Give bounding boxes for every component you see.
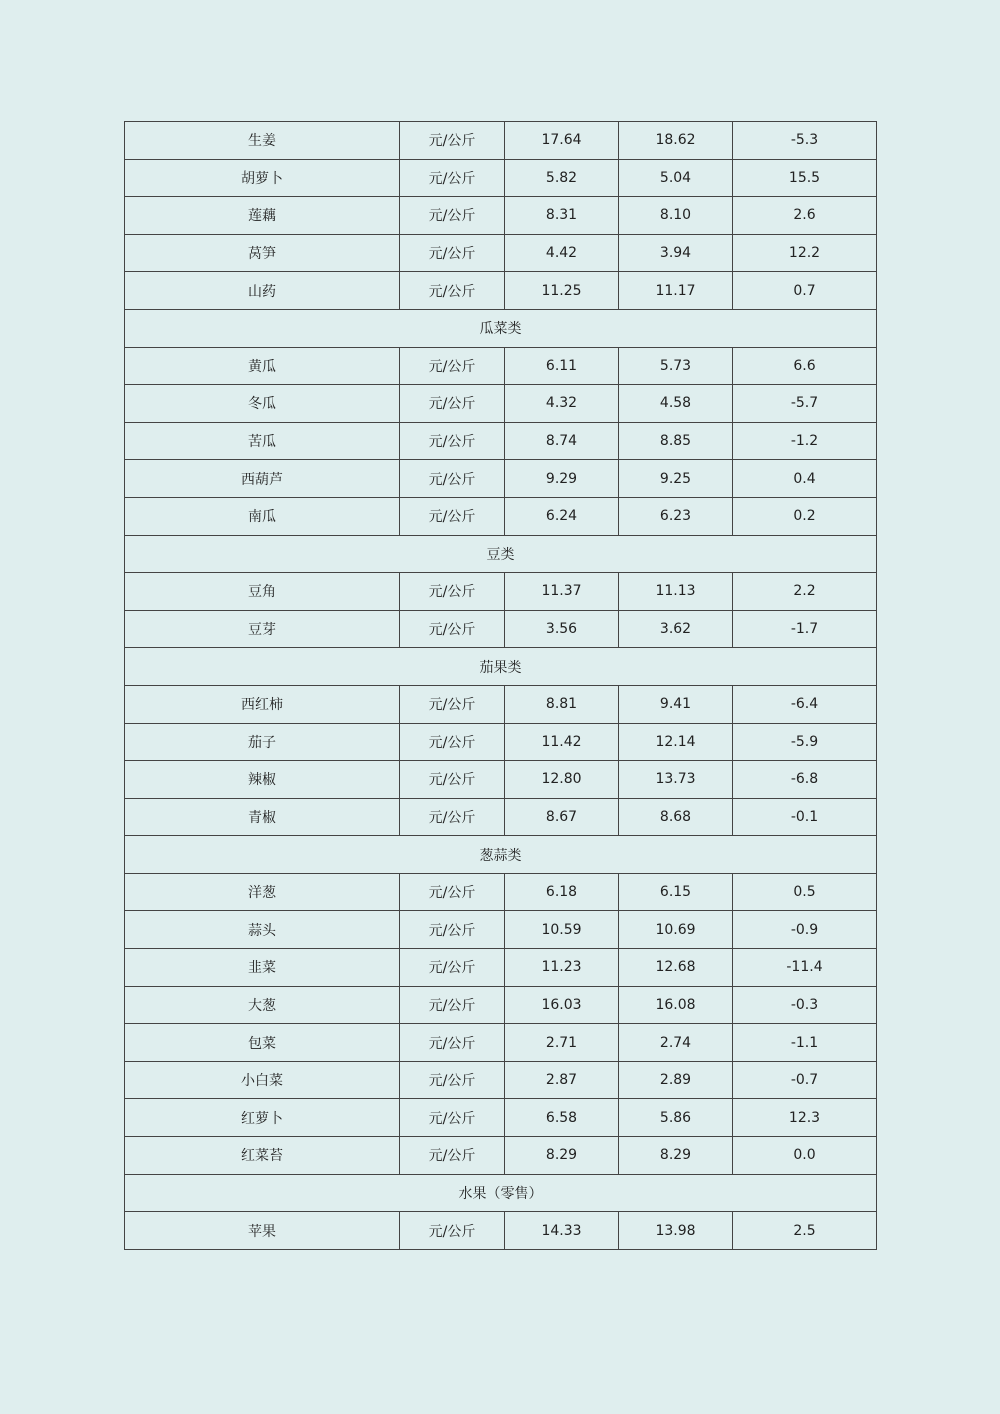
current-price-cell: 6.18 — [505, 873, 619, 911]
current-price-cell: 17.64 — [505, 122, 619, 160]
previous-price-cell: 3.94 — [619, 234, 733, 272]
previous-price-cell: 10.69 — [619, 911, 733, 949]
table-row — [125, 573, 877, 611]
current-price-cell: 14.33 — [505, 1212, 619, 1250]
current-price-cell: 10.59 — [505, 911, 619, 949]
change-percent-cell: -0.7 — [733, 1061, 877, 1099]
previous-price-cell: 12.68 — [619, 949, 733, 987]
price-table-body — [125, 122, 877, 1250]
previous-price-cell: 9.41 — [619, 685, 733, 723]
category-label: 豆类 — [125, 535, 877, 573]
item-name-cell: 辣椒 — [125, 761, 400, 799]
unit-cell: 元/公斤 — [400, 723, 505, 761]
table-row — [125, 347, 877, 385]
change-percent-cell: 12.3 — [733, 1099, 877, 1137]
item-name-cell: 茄子 — [125, 723, 400, 761]
previous-price-cell: 4.58 — [619, 385, 733, 423]
current-price-cell: 5.82 — [505, 159, 619, 197]
table-row — [125, 159, 877, 197]
previous-price-cell: 2.74 — [619, 1024, 733, 1062]
table-row — [125, 197, 877, 235]
table-row — [125, 234, 877, 272]
previous-price-cell: 16.08 — [619, 986, 733, 1024]
change-percent-cell: -1.1 — [733, 1024, 877, 1062]
current-price-cell: 4.42 — [505, 234, 619, 272]
change-percent-cell: 2.6 — [733, 197, 877, 235]
item-name-cell: 生姜 — [125, 122, 400, 160]
previous-price-cell: 5.86 — [619, 1099, 733, 1137]
item-name-cell: 红萝卜 — [125, 1099, 400, 1137]
category-row — [125, 836, 877, 874]
current-price-cell: 2.71 — [505, 1024, 619, 1062]
current-price-cell: 11.42 — [505, 723, 619, 761]
unit-cell: 元/公斤 — [400, 873, 505, 911]
current-price-cell: 6.11 — [505, 347, 619, 385]
category-label: 瓜菜类 — [125, 309, 877, 347]
unit-cell: 元/公斤 — [400, 122, 505, 160]
table-row — [125, 873, 877, 911]
item-name-cell: 冬瓜 — [125, 385, 400, 423]
unit-cell: 元/公斤 — [400, 1099, 505, 1137]
item-name-cell: 西葫芦 — [125, 460, 400, 498]
unit-cell: 元/公斤 — [400, 986, 505, 1024]
current-price-cell: 3.56 — [505, 610, 619, 648]
change-percent-cell: 12.2 — [733, 234, 877, 272]
current-price-cell: 11.25 — [505, 272, 619, 310]
current-price-cell: 8.31 — [505, 197, 619, 235]
table-row — [125, 1212, 877, 1250]
previous-price-cell: 3.62 — [619, 610, 733, 648]
change-percent-cell: -6.4 — [733, 685, 877, 723]
item-name-cell: 洋葱 — [125, 873, 400, 911]
change-percent-cell: -0.1 — [733, 798, 877, 836]
unit-cell: 元/公斤 — [400, 422, 505, 460]
unit-cell: 元/公斤 — [400, 385, 505, 423]
unit-cell: 元/公斤 — [400, 159, 505, 197]
change-percent-cell: 0.0 — [733, 1137, 877, 1175]
table-row — [125, 497, 877, 535]
price-table — [124, 121, 877, 1250]
current-price-cell: 11.23 — [505, 949, 619, 987]
unit-cell: 元/公斤 — [400, 347, 505, 385]
unit-cell: 元/公斤 — [400, 460, 505, 498]
previous-price-cell: 11.13 — [619, 573, 733, 611]
change-percent-cell: 0.7 — [733, 272, 877, 310]
table-row — [125, 610, 877, 648]
item-name-cell: 苦瓜 — [125, 422, 400, 460]
unit-cell: 元/公斤 — [400, 610, 505, 648]
current-price-cell: 2.87 — [505, 1061, 619, 1099]
previous-price-cell: 18.62 — [619, 122, 733, 160]
table-row — [125, 385, 877, 423]
previous-price-cell: 2.89 — [619, 1061, 733, 1099]
table-row — [125, 798, 877, 836]
item-name-cell: 胡萝卜 — [125, 159, 400, 197]
change-percent-cell: -5.7 — [733, 385, 877, 423]
item-name-cell: 大葱 — [125, 986, 400, 1024]
table-row — [125, 761, 877, 799]
current-price-cell: 4.32 — [505, 385, 619, 423]
table-row — [125, 1137, 877, 1175]
unit-cell: 元/公斤 — [400, 234, 505, 272]
table-row — [125, 272, 877, 310]
category-label: 葱蒜类 — [125, 836, 877, 874]
previous-price-cell: 13.98 — [619, 1212, 733, 1250]
category-label: 水果（零售） — [125, 1174, 877, 1212]
unit-cell: 元/公斤 — [400, 1024, 505, 1062]
table-row — [125, 949, 877, 987]
item-name-cell: 莴笋 — [125, 234, 400, 272]
table-row — [125, 1024, 877, 1062]
item-name-cell: 豆芽 — [125, 610, 400, 648]
item-name-cell: 山药 — [125, 272, 400, 310]
item-name-cell: 豆角 — [125, 573, 400, 611]
item-name-cell: 苹果 — [125, 1212, 400, 1250]
table-row — [125, 986, 877, 1024]
current-price-cell: 16.03 — [505, 986, 619, 1024]
change-percent-cell: 0.4 — [733, 460, 877, 498]
previous-price-cell: 6.15 — [619, 873, 733, 911]
category-row — [125, 309, 877, 347]
previous-price-cell: 8.85 — [619, 422, 733, 460]
previous-price-cell: 5.73 — [619, 347, 733, 385]
current-price-cell: 8.81 — [505, 685, 619, 723]
current-price-cell: 8.74 — [505, 422, 619, 460]
item-name-cell: 南瓜 — [125, 497, 400, 535]
previous-price-cell: 5.04 — [619, 159, 733, 197]
item-name-cell: 蒜头 — [125, 911, 400, 949]
item-name-cell: 莲藕 — [125, 197, 400, 235]
previous-price-cell: 8.10 — [619, 197, 733, 235]
category-row — [125, 1174, 877, 1212]
table-row — [125, 1061, 877, 1099]
unit-cell: 元/公斤 — [400, 1212, 505, 1250]
change-percent-cell: -0.9 — [733, 911, 877, 949]
previous-price-cell: 8.68 — [619, 798, 733, 836]
item-name-cell: 韭菜 — [125, 949, 400, 987]
category-row — [125, 535, 877, 573]
table-row — [125, 723, 877, 761]
unit-cell: 元/公斤 — [400, 272, 505, 310]
change-percent-cell: -0.3 — [733, 986, 877, 1024]
unit-cell: 元/公斤 — [400, 685, 505, 723]
current-price-cell: 6.58 — [505, 1099, 619, 1137]
category-label: 茄果类 — [125, 648, 877, 686]
change-percent-cell: 0.2 — [733, 497, 877, 535]
change-percent-cell: -11.4 — [733, 949, 877, 987]
item-name-cell: 黄瓜 — [125, 347, 400, 385]
item-name-cell: 青椒 — [125, 798, 400, 836]
unit-cell: 元/公斤 — [400, 949, 505, 987]
unit-cell: 元/公斤 — [400, 497, 505, 535]
item-name-cell: 红菜苔 — [125, 1137, 400, 1175]
current-price-cell: 6.24 — [505, 497, 619, 535]
unit-cell: 元/公斤 — [400, 197, 505, 235]
change-percent-cell: 2.5 — [733, 1212, 877, 1250]
current-price-cell: 11.37 — [505, 573, 619, 611]
item-name-cell: 包菜 — [125, 1024, 400, 1062]
table-row — [125, 1099, 877, 1137]
previous-price-cell: 8.29 — [619, 1137, 733, 1175]
change-percent-cell: -5.3 — [733, 122, 877, 160]
current-price-cell: 8.29 — [505, 1137, 619, 1175]
change-percent-cell: 15.5 — [733, 159, 877, 197]
change-percent-cell: -1.2 — [733, 422, 877, 460]
unit-cell: 元/公斤 — [400, 798, 505, 836]
previous-price-cell: 9.25 — [619, 460, 733, 498]
current-price-cell: 12.80 — [505, 761, 619, 799]
previous-price-cell: 12.14 — [619, 723, 733, 761]
change-percent-cell: 0.5 — [733, 873, 877, 911]
unit-cell: 元/公斤 — [400, 761, 505, 799]
change-percent-cell: 2.2 — [733, 573, 877, 611]
table-row — [125, 460, 877, 498]
previous-price-cell: 11.17 — [619, 272, 733, 310]
category-row — [125, 648, 877, 686]
unit-cell: 元/公斤 — [400, 911, 505, 949]
current-price-cell: 8.67 — [505, 798, 619, 836]
item-name-cell: 西红柿 — [125, 685, 400, 723]
previous-price-cell: 13.73 — [619, 761, 733, 799]
table-row — [125, 422, 877, 460]
unit-cell: 元/公斤 — [400, 1137, 505, 1175]
table-row — [125, 122, 877, 160]
item-name-cell: 小白菜 — [125, 1061, 400, 1099]
current-price-cell: 9.29 — [505, 460, 619, 498]
change-percent-cell: -1.7 — [733, 610, 877, 648]
change-percent-cell: -5.9 — [733, 723, 877, 761]
table-row — [125, 685, 877, 723]
unit-cell: 元/公斤 — [400, 1061, 505, 1099]
unit-cell: 元/公斤 — [400, 573, 505, 611]
previous-price-cell: 6.23 — [619, 497, 733, 535]
change-percent-cell: -6.8 — [733, 761, 877, 799]
change-percent-cell: 6.6 — [733, 347, 877, 385]
table-row — [125, 911, 877, 949]
